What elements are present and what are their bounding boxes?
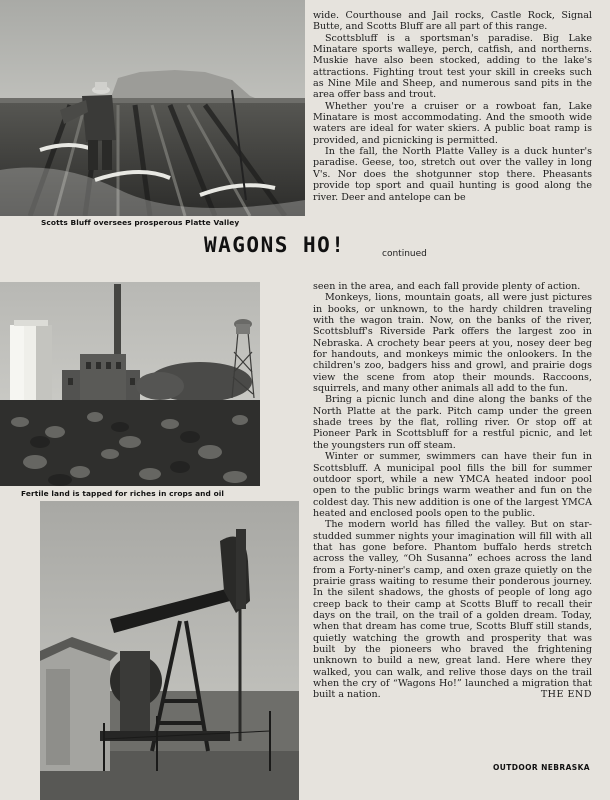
- article-headline: WAGONS HO!: [204, 233, 346, 257]
- paragraph: wide. Courthouse and Jail rocks, Castle Rock, Signal Butte, and Scotts Bluff are all part of this range.: [313, 10, 592, 33]
- paragraph: Winter or summer, swimmers can have their fun in Scottsbluff. A municipal pool fills the bill for summer outdoor sport, while a new YMCA heated indoor pool open to the public brings warm weather and fun on the coldest day. This new addition is one of the largest YMCA heated and enclosed pools open to the public.: [313, 451, 592, 519]
- the-end-label: THE END: [540, 689, 592, 701]
- article-column-top: [313, 10, 592, 203]
- paragraph: seen in the area, and each fall provide plenty of action.: [313, 281, 581, 292]
- paragraph-final: [313, 519, 592, 701]
- footer-publication-name: OUTDOOR NEBRASKA: [492, 763, 590, 772]
- paragraph: Whether you're a cruiser or a rowboat fan, Lake Minatare is most accommodating. And the smooth wide waters are ideal for water skiers. A public boat ramp is provided, and picnicking is permitted.: [313, 100, 592, 146]
- paragraph: Monkeys, lions, mountain goats, all were just pictures in books, or unknown, to the hardy children traveling with the wagon train. Now, on the banks of the river, Scottsbluff's Riverside Park offers the largest zoo in Nebraska. A crochety bear peers at you, nosey deer beg for handouts, and monkeys mimic the onlookers. In the children's zoo, badgers hiss and growl, and prairie dogs view the scene from atop their mounds. Raccoons, squirrels, and many other animals all add to the fun.: [313, 292, 592, 395]
- continued-label: continued: [382, 249, 427, 259]
- paragraph: Bring a picnic lunch and dine along the banks of the North Platte at the park. Pitch camp under the green shade trees by the flat, rolling river. Or stop off at Pioneer Park in Scottsbluff for a restful picnic, and let the youngsters run off steam.: [313, 394, 592, 451]
- photo1-caption: Scotts Bluff oversees prosperous Platte Valley: [41, 218, 240, 227]
- article-column-bottom: [313, 281, 592, 701]
- photo-scotts-bluff-irrigation: [0, 0, 305, 216]
- paragraph-final-text: The modern world has filled the valley. But on star-studded summer nights your imagination will fill with all that has gone before. Phantom buffalo herds stretch across the valley, “Oh Susanna” echoes across the land from a Forty-niner's camp, and oxen graze quietly on the prairie grass waiting to resume their ponderous journey. In the silent shadows, the ghosts of people of long ago creep back to their camp at Scotts Bluff to recall their days on the trail, on the trail of a golden dream. Today, when that dream has come true, Scotts Bluff still stands, quietly watching the growth and prosperity that was built by the pioneers who braved the frightening unknown to build a new, great land. Here where they walked, you can walk, and relive those days on the trail when the cry of “Wagons Ho!” launched a migration that built a nation.: [313, 519, 592, 701]
- photo-oil-pump-jack: [40, 501, 299, 800]
- photo2-caption: Fertile land is tapped for riches in crops and oil: [21, 489, 225, 498]
- paragraph: Scottsbluff is a sportsman's paradise. Big Lake Minatare sports walleye, perch, catfish, and northerns. Muskie have also been stocked, adding to the lake's attractions. Fighting trout test your skill in creeks such as Nine Mile and Sheep, and numerous sand pits in the area offer bass and trout.: [313, 32, 592, 101]
- photo-fertile-land-factory: [0, 282, 260, 486]
- paragraph: In the fall, the North Platte Valley is a duck hunter's paradise. Geese, too, stretch out over the valley in long V's. Nor does the shotgunner stop there. Pheasants provide top sport and quail hunting is good along the river. Deer and antelope can be: [313, 146, 592, 203]
